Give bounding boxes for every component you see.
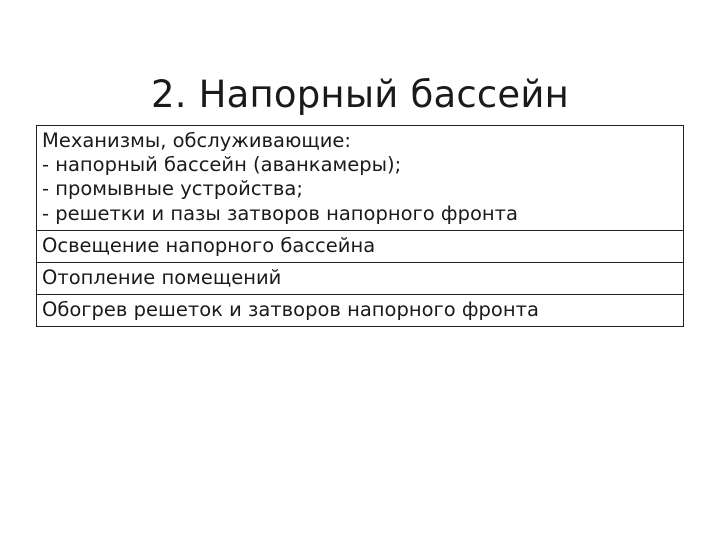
cell-line: Освещение напорного бассейна xyxy=(42,233,376,257)
table-row xyxy=(37,126,684,231)
table-row xyxy=(37,262,684,294)
table-cell xyxy=(37,230,684,262)
cell-line: - напорный бассейн (аванкамеры); xyxy=(42,153,402,177)
table-cell xyxy=(37,295,684,327)
table-row xyxy=(37,230,684,262)
cell-line: Обогрев решеток и затворов напорного фронта xyxy=(42,298,539,322)
table-cell xyxy=(37,262,684,294)
slide-title: 2. Напорный бассейн xyxy=(150,72,570,116)
cell-line: Механизмы, обслуживающие: xyxy=(42,129,351,152)
content-table xyxy=(36,125,684,327)
cell-line: - решетки и пазы затворов напорного фронта xyxy=(42,201,518,225)
cell-line: - промывные устройства; xyxy=(42,177,303,201)
table-cell xyxy=(37,126,684,231)
table-row xyxy=(37,295,684,327)
cell-line: Отопление помещений xyxy=(42,265,282,289)
